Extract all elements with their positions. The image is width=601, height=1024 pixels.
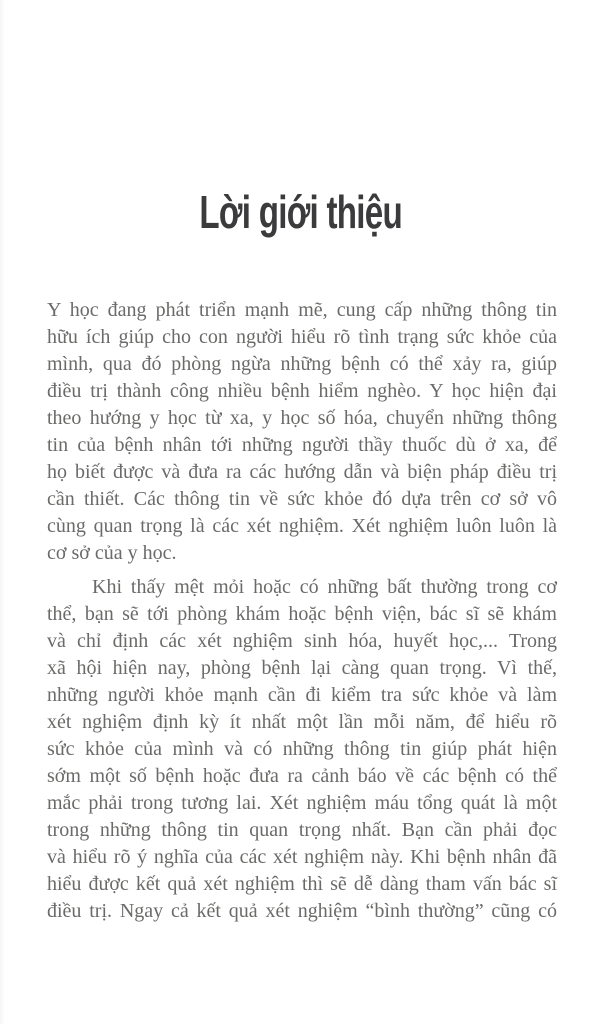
text-line: sớm một số bệnh hoặc đưa ra cảnh báo về các bệnh có thể [47,765,557,787]
text-line: những người khỏe mạnh cần đi kiểm tra sức khỏe và làm [47,684,557,706]
page-edge-shadow [0,0,5,1024]
text-line: xã hội hiện nay, phòng bệnh lại càng quan trọng. Vì thế, [47,657,557,679]
page-title-text: Lời giới thiệu [199,186,402,238]
text-line: trong những thông tin quan trọng nhất. Bạn cần phải đọc [47,819,557,841]
body-text [47,297,557,925]
text-line: mình, qua đó phòng ngừa những bệnh có thể xảy ra, giúp [47,353,557,375]
text-line: tin của bệnh nhân tới những người thầy thuốc dù ở xa, để [47,434,557,456]
text-line: cơ sở của y học. [47,542,177,564]
text-line: mắc phải trong tương lai. Xét nghiệm máu tổng quát là một [47,792,557,814]
text-line: Y học đang phát triển mạnh mẽ, cung cấp những thông tin [47,299,557,321]
text-line: thể, bạn sẽ tới phòng khám hoặc bệnh viện, bác sĩ sẽ khám [47,603,557,625]
text-line: họ biết được và đưa ra các hướng dẫn và biện pháp điều trị [47,461,557,483]
text-line: cùng quan trọng là các xét nghiệm. Xét nghiệm luôn luôn là [47,515,557,537]
text-line: theo hướng y học từ xa, y học số hóa, chuyển những thông [47,407,557,429]
text-line: Khi thấy mệt mỏi hoặc có những bất thường trong cơ [92,576,557,598]
text-line: điều trị. Ngay cả kết quả xét nghiệm “bình thường” cũng có [47,900,557,922]
text-line: điều trị thành công nhiều bệnh hiểm nghèo. Y học hiện đại [47,380,557,402]
page-title [0,184,601,240]
text-line: hiểu được kết quả xét nghiệm thì sẽ dễ dàng tham vấn bác sĩ [47,873,557,895]
text-line: và hiểu rõ ý nghĩa của các xét nghiệm này. Khi bệnh nhân đã [47,846,557,868]
text-line: và chỉ định các xét nghiệm sinh hóa, huyết học,... Trong [47,630,557,652]
paragraph-1 [47,297,557,567]
text-line: xét nghiệm định kỳ ít nhất một lần mỗi năm, để hiểu rõ [47,711,557,733]
text-line: cần thiết. Các thông tin về sức khỏe đó dựa trên cơ sở vô [47,488,557,510]
text-line: sức khỏe của mình và có những thông tin giúp phát hiện [47,738,557,760]
paragraph-2 [47,574,557,925]
text-line: hữu ích giúp cho con người hiểu rõ tình trạng sức khỏe của [47,326,557,348]
